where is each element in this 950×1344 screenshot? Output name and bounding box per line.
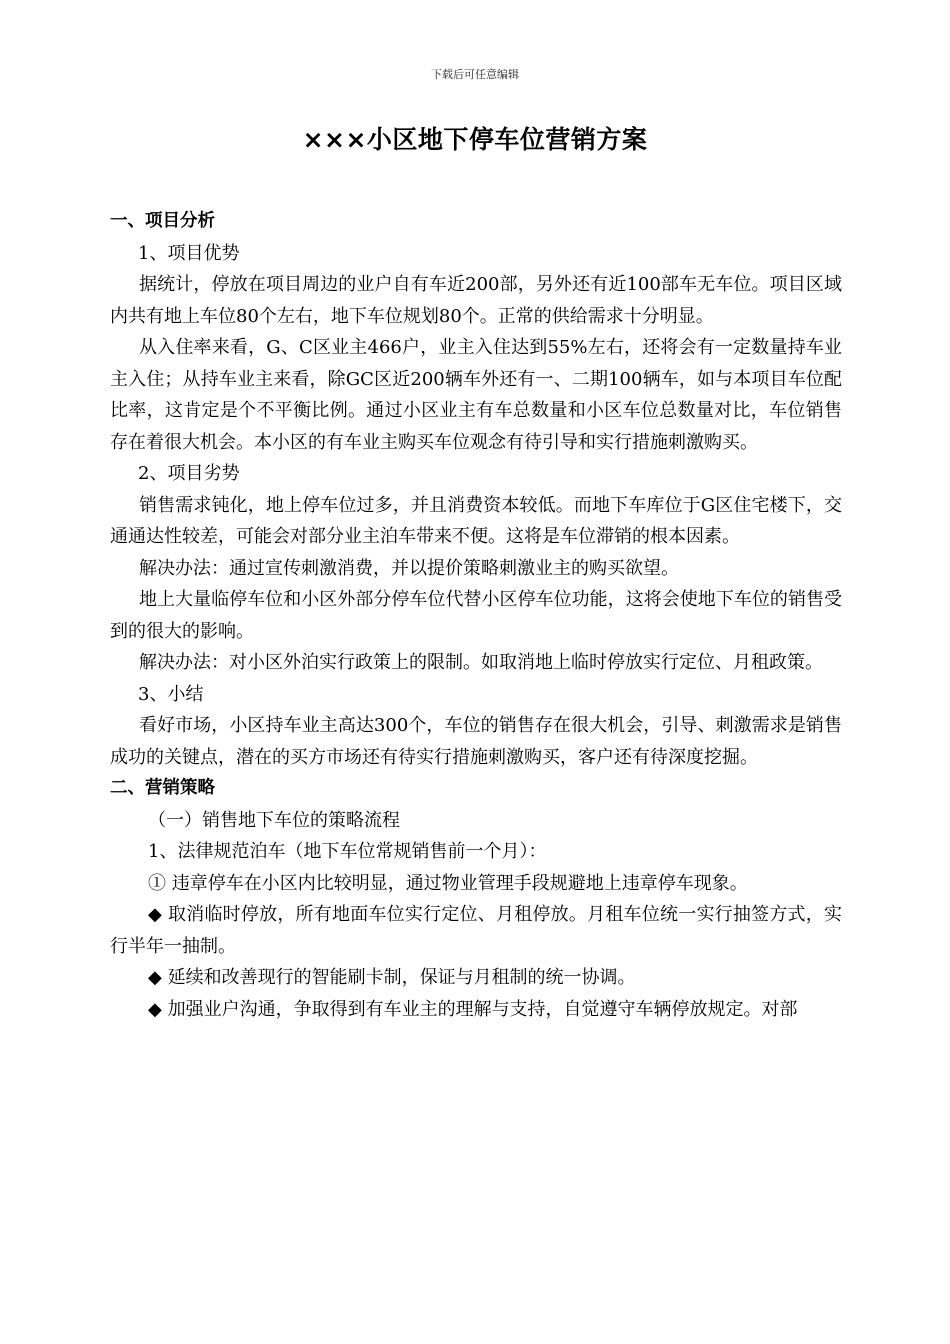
subheading-summary: 3、小结 [138, 683, 204, 705]
list-item: ◆ 加强业户沟通，争取得到有车业主的理解与支持，自觉遵守车辆停放规定。对部 [148, 998, 798, 1020]
list-item: ◆ 延续和改善现行的智能刷卡制，保证与月租制的统一协调。 [148, 967, 636, 988]
section-heading-project-analysis: 一、项目分析 [110, 211, 215, 231]
paragraph: 销售需求钝化，地上停车位过多，并且消费资本较低。而地下车库位于G区住宅楼下，交通通达性较差，可能会对部分业主泊车带来不便。这将是车位滞销的根本因素。 [110, 494, 842, 547]
subheading-legal-parking: 1、法律规范泊车（地下车位常规销售前一个月）： [148, 841, 547, 862]
paragraph: 从入住率来看，G、C区业主466户，业主入住达到55%左右，还将会有一定数量持车业主入住；从持车业主来看，除GC区近200辆车外还有一、二期100辆车，如与本项目车位配比率，这肯定是个不平衡比例。通过小区业主有车总数量和小区车位总数量对比，车位销售存在着很大机会。本小区的有车业主购买车位观念有待引导和实行措施刺激购买。 [110, 337, 842, 453]
header-note: 下载后可任意编辑 [431, 68, 519, 81]
paragraph: 解决办法：通过宣传刺激消费，并以提价策略刺激业主的购买欲望。 [139, 557, 679, 579]
subheading-sales-process: （一）销售地下车位的策略流程 [148, 809, 400, 831]
page-title: ×××小区地下停车位营销方案 [302, 125, 648, 154]
document-body [110, 206, 842, 1025]
paragraph: 据统计，停放在项目周边的业户自有车近200部，另外还有近100部车无车位。项目区域内共有地上车位80个左右，地下车位规划80个。正常的供给需求十分明显。 [110, 274, 842, 327]
subheading-advantages: 1、项目优势 [138, 242, 240, 264]
paragraph: 地上大量临停车位和小区外部分停车位代替小区停车位功能，这将会使地下车位的销售受到的很大的影响。 [110, 589, 842, 642]
list-item: ① 违章停车在小区内比较明显，通过物业管理手段规避地上违章停车现象。 [148, 872, 748, 894]
subheading-disadvantages: 2、项目劣势 [138, 463, 240, 484]
paragraph: 解决办法：对小区外泊实行政策上的限制。如取消地上临时停放实行定位、月租政策。 [139, 652, 823, 673]
section-heading-marketing-strategy: 二、营销策略 [110, 778, 215, 798]
paragraph: 看好市场，小区持车业主高达300个，车位的销售存在很大机会，引导、刺激需求是销售成功的关键点，潜在的买方市场还有待实行措施刺激购买，客户还有待深度挖掘。 [110, 715, 842, 768]
list-item: ◆ 取消临时停放，所有地面车位实行定位、月租停放。月租车位统一实行抽签方式，实行半年一抽制。 [110, 904, 842, 957]
